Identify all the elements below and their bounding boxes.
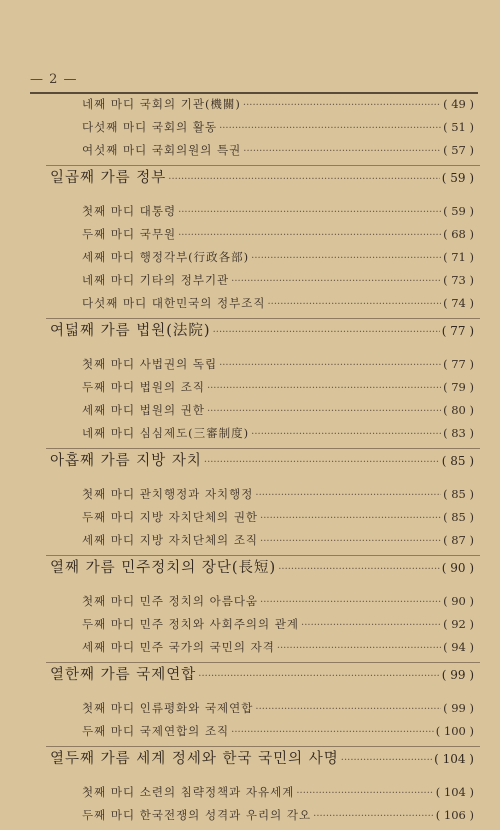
page-reference: ( 87 ) (443, 533, 474, 547)
page-reference: ( 85 ) (443, 487, 474, 501)
dot-leader (260, 597, 441, 608)
section-title: 세째 마디 민주 국가의 국민의 자격 (82, 640, 275, 654)
page-number: — 2 — (30, 72, 78, 87)
toc-section-row (0, 272, 500, 295)
page-reference: ( 94 ) (443, 640, 474, 654)
page-reference: ( 57 ) (443, 143, 474, 157)
page-reference: ( 77 ) (443, 357, 474, 371)
dot-leader (260, 513, 441, 524)
toc-section-row (0, 379, 500, 402)
chapter-title: 여덟째 가름 법원(法院) (50, 323, 211, 339)
section-title: 첫째 마디 대통령 (82, 204, 177, 218)
dot-leader (231, 276, 441, 287)
header-rule (30, 92, 478, 94)
toc-section-row (0, 616, 500, 639)
section-title: 네째 마디 심심제도(三審制度) (82, 426, 250, 440)
toc-chapter-row (0, 556, 500, 593)
toc-section-row (0, 96, 500, 119)
section-title: 첫째 마디 민주 정치의 아름다움 (82, 594, 259, 608)
toc-section-row (0, 402, 500, 425)
toc-section-row (0, 807, 500, 830)
page-reference: ( 83 ) (443, 426, 474, 440)
page-reference: ( 85 ) (441, 454, 474, 468)
toc-section-row (0, 593, 500, 616)
toc-section-row (0, 509, 500, 532)
section-title: 여섯째 마디 국회의원의 특권 (82, 143, 242, 157)
section-title: 다섯째 마디 국회의 활동 (82, 120, 218, 134)
page-reference: ( 68 ) (443, 227, 474, 241)
chapter-title: 열두째 가름 세계 정세와 한국 국민의 사명 (50, 751, 339, 767)
dot-leader (268, 299, 442, 310)
section-title: 두째 마디 국무원 (82, 227, 177, 241)
chapter-title: 열째 가름 민주정치의 장단(長短) (50, 560, 277, 576)
toc-section-row (0, 425, 500, 448)
toc-section-row (0, 142, 500, 165)
page-reference: ( 99 ) (443, 701, 474, 715)
section-title: 네째 마디 기타의 정부기관 (82, 273, 230, 287)
section-title: 다섯째 마디 대한민국의 정부조직 (82, 296, 266, 310)
dot-leader (251, 429, 441, 440)
dot-leader (198, 671, 439, 682)
toc-section-row (0, 203, 500, 226)
page-reference: ( 71 ) (443, 250, 474, 264)
section-title: 첫째 마디 인류평화와 국제연합 (82, 701, 254, 715)
toc-chapter-row (0, 747, 500, 784)
dot-leader (278, 564, 440, 575)
dot-leader (341, 755, 432, 766)
dot-leader (178, 230, 441, 241)
toc-section-row (0, 226, 500, 249)
toc-section-row (0, 249, 500, 272)
section-title: 세째 마디 지방 자치단체의 조직 (82, 533, 259, 547)
toc-section-row (0, 700, 500, 723)
toc-chapter-row (0, 449, 500, 486)
toc-chapter-row (0, 663, 500, 700)
dot-leader (260, 536, 441, 547)
page-reference: ( 100 ) (435, 724, 474, 738)
page-reference: ( 90 ) (443, 594, 474, 608)
dot-leader (207, 383, 441, 394)
page-reference: ( 59 ) (441, 171, 474, 185)
page-reference: ( 85 ) (443, 510, 474, 524)
toc-section-row (0, 639, 500, 662)
toc-section-row (0, 486, 500, 509)
toc-section-row (0, 784, 500, 807)
toc-section-row (0, 295, 500, 318)
page-reference: ( 90 ) (441, 561, 474, 575)
page-reference: ( 99 ) (441, 668, 474, 682)
dot-leader (313, 811, 434, 822)
dot-leader (168, 174, 439, 185)
chapter-title: 열한째 가름 국제연합 (50, 667, 197, 683)
toc-section-row (0, 532, 500, 555)
dot-leader (255, 704, 441, 715)
dot-leader (207, 406, 441, 417)
section-title: 첫째 마디 관치행정과 자치행정 (82, 487, 254, 501)
dot-leader (219, 360, 441, 371)
dot-leader (255, 490, 441, 501)
section-title: 첫째 마디 소련의 침략정책과 자유세계 (82, 785, 295, 799)
dot-leader (243, 100, 441, 111)
dot-leader (243, 146, 441, 157)
dot-leader (301, 620, 441, 631)
section-title: 두째 마디 민주 정치와 사회주의의 관계 (82, 617, 300, 631)
page-reference: ( 73 ) (443, 273, 474, 287)
page-reference: ( 59 ) (443, 204, 474, 218)
toc-chapter-row (0, 319, 500, 356)
dot-leader (296, 788, 433, 799)
page-reference: ( 74 ) (443, 296, 474, 310)
page-reference: ( 77 ) (441, 324, 474, 338)
table-of-contents (0, 96, 500, 830)
dot-leader (231, 727, 434, 738)
dot-leader (277, 643, 441, 654)
page-reference: ( 80 ) (443, 403, 474, 417)
dot-leader (251, 253, 441, 264)
toc-section-row (0, 723, 500, 746)
dot-leader (204, 457, 440, 468)
toc-section-row (0, 119, 500, 142)
page-reference: ( 92 ) (443, 617, 474, 631)
section-title: 세째 마디 법원의 권한 (82, 403, 205, 417)
page-reference: ( 49 ) (443, 97, 474, 111)
section-title: 첫째 마디 사법권의 독립 (82, 357, 218, 371)
dot-leader (178, 207, 441, 218)
page-reference: ( 104 ) (434, 752, 474, 766)
dot-leader (219, 123, 441, 134)
toc-section-row (0, 356, 500, 379)
section-title: 두째 마디 한국전쟁의 성격과 우리의 각오 (82, 808, 312, 822)
chapter-title: 아홉째 가름 지방 자치 (50, 453, 202, 469)
section-title: 두째 마디 법원의 조직 (82, 380, 205, 394)
dot-leader (213, 327, 440, 338)
section-title: 세째 마디 행정각부(行政各部) (82, 250, 250, 264)
page-reference: ( 79 ) (443, 380, 474, 394)
toc-chapter-row (0, 166, 500, 203)
page-reference: ( 106 ) (435, 808, 474, 822)
section-title: 두째 마디 국제연합의 조직 (82, 724, 230, 738)
chapter-title: 일곱째 가름 정부 (50, 170, 167, 186)
section-title: 두째 마디 지방 자치단체의 권한 (82, 510, 259, 524)
page-reference: ( 51 ) (443, 120, 474, 134)
section-title: 네째 마디 국회의 기관(機關) (82, 97, 241, 111)
page-reference: ( 104 ) (435, 785, 474, 799)
